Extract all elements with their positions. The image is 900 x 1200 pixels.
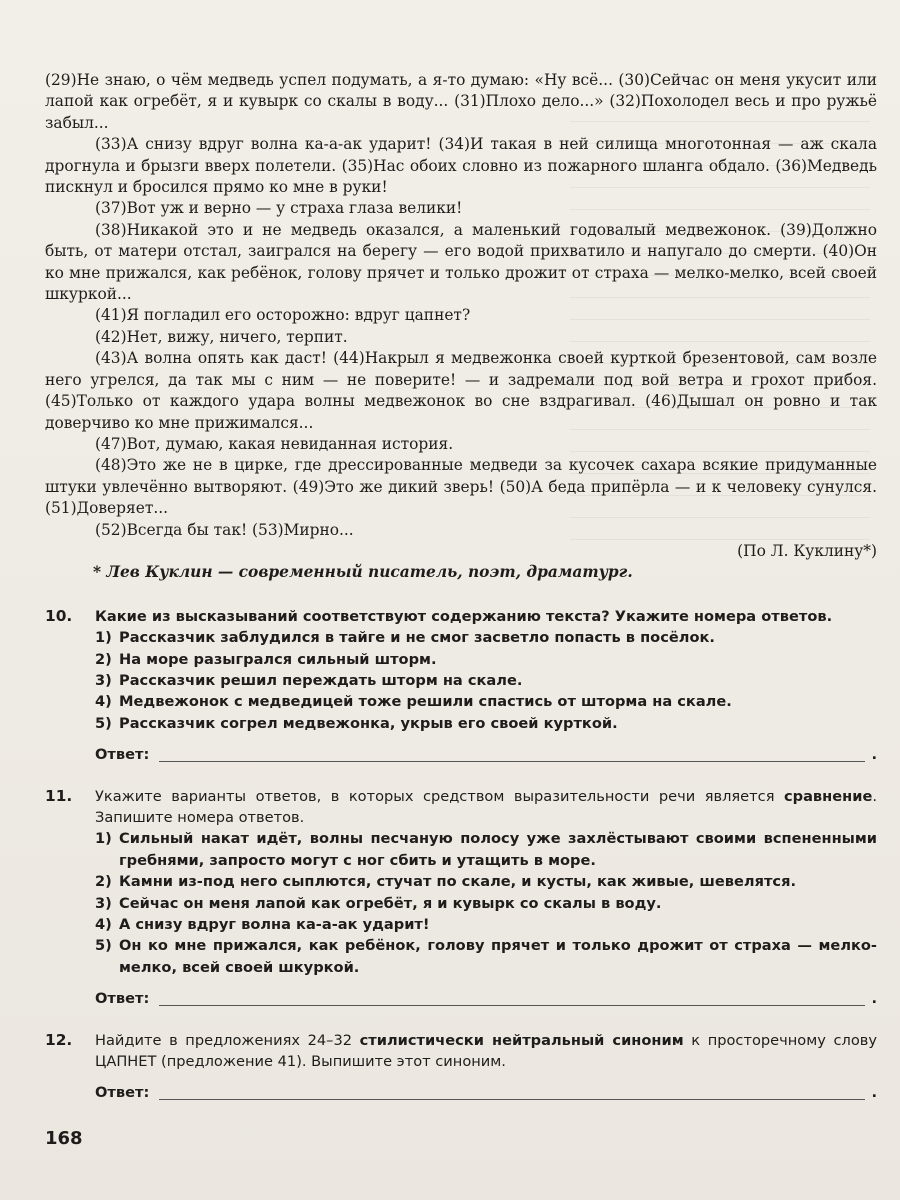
- text-paragraph: (48)Это же не в цирке, где дрессированные медведи за кусочек сахара всякие придуманные штуки увлечённо вытворяют. (49)Это же дикий зверь! (50)А беда припёрла — и к человеку сунулся. (51)Доверяет...: [45, 456, 877, 518]
- question-text: Какие из высказываний соответствуют содержанию текста? Укажите номера ответов.: [95, 607, 833, 625]
- answer-option: 4) Медвежонок с медведицей тоже решили спастись от шторма на скале.: [95, 693, 732, 711]
- text-paragraph: (42)Нет, вижу, ничего, терпит.: [95, 327, 348, 346]
- author-footnote: * Лев Куклин — современный писатель, поэт, драматург.: [93, 563, 633, 582]
- question-10: [45, 606, 877, 766]
- answer-option: 5) Он ко мне прижался, как ребёнок, голову прячет и только дрожит от страха — мелко-мелко, всей своей шкуркой.: [95, 937, 877, 976]
- text-paragraph: (43)А волна опять как даст! (44)Накрыл я медвежонка своей курткой брезентовой, сам возле него угрелся, да так мы с ним — не поверите! — и задремали под вой ветра и грохот прибоя. (45)Только от каждого удара волны медвежонок во сне вздрагивал. (46)Дышал он ровно и так доверчиво ко мне прижимался...: [45, 349, 877, 432]
- text-paragraph: (47)Вот, думаю, какая невиданная история.: [95, 434, 454, 453]
- answer-option: 3) Рассказчик решил переждать шторм на скале.: [95, 671, 523, 689]
- question-number: 12.: [45, 1030, 73, 1049]
- question-number: 11.: [45, 786, 73, 805]
- answer-label: Ответ:: [95, 1084, 150, 1102]
- text-paragraph: (38)Никакой это и не медведь оказался, а маленький годовалый медвежонок. (39)Должно быть, от матери отстал, заигрался на берегу — его водой прихватило и напугало до смерти. (40)Он ко мне прижался, как ребёнок, голову прячет и только дрожит от страха — мелко-мелко, всей своей шкуркой...: [45, 220, 877, 304]
- answer-line[interactable]: Ответ: .: [95, 744, 877, 765]
- answer-line[interactable]: Ответ: .: [95, 1082, 877, 1103]
- answer-label: Ответ:: [95, 746, 150, 764]
- page-number: 168: [45, 1128, 83, 1149]
- source-attribution: (По Л. Куклину*): [737, 541, 877, 560]
- answer-option: 4) А снизу вдруг волна ка-а-ак ударит!: [95, 916, 430, 934]
- answer-option: 3) Сейчас он меня лапой как огребёт, я и кувырк со скалы в воду.: [95, 894, 662, 912]
- answer-option: 1) Рассказчик заблудился в тайге и не смог засветло попасть в посёлок.: [95, 629, 715, 647]
- keyword: стилистически нейтральный синоним: [359, 1031, 684, 1049]
- keyword: сравнение: [783, 787, 873, 805]
- question-text: Найдите в предложениях 24–32 стилистически нейтральный синоним к просторечному слову ЦАПНЕТ (предложение 41). Выпишите этот синоним.: [95, 1031, 877, 1071]
- text-paragraph: (33)А снизу вдруг волна ка-а-ак ударит! (34)И такая в ней силища многотонная — аж скала дрогнула и брызги вверх полетели. (35)Нас обоих словно из пожарного шланга обдало. (36)Медведь пискнул и бросился прямо ко мне в руки!: [45, 135, 877, 197]
- text-paragraph: (52)Всегда бы так! (53)Мирно...: [95, 520, 354, 539]
- answer-label: Ответ:: [95, 990, 150, 1008]
- text-paragraph: (41)Я погладил его осторожно: вдруг цапнет?: [95, 306, 471, 325]
- answer-option: 5) Рассказчик согрел медвежонка, укрыв его своей курткой.: [95, 714, 618, 732]
- answer-blank[interactable]: [159, 760, 865, 762]
- question-11: [45, 786, 877, 1010]
- page-content: [45, 70, 877, 1104]
- question-number: 10.: [45, 606, 73, 625]
- text-paragraph: (37)Вот уж и верно — у страха глаза велики!: [95, 199, 463, 218]
- answer-blank[interactable]: [159, 1098, 865, 1100]
- answer-blank[interactable]: [159, 1004, 865, 1006]
- question-text: Укажите варианты ответов, в которых средством выразительности речи является сравнение. Запишите номера ответов.: [95, 787, 877, 826]
- answer-line[interactable]: Ответ: .: [95, 988, 877, 1009]
- answer-option: 2) На море разыгрался сильный шторм.: [95, 650, 437, 668]
- answer-option: 2) Камни из-под него сыплются, стучат по скале, и кусты, как живые, шевелятся.: [95, 873, 796, 891]
- answer-option: 1) Сильный накат идёт, волны песчаную полосу уже захлёстывают своими вспененными гребнями, запросто могут с ног сбить и утащить в море.: [95, 830, 877, 869]
- question-12: [45, 1030, 877, 1104]
- text-paragraph: (29)Не знаю, о чём медведь успел подумать, а я-то думаю: «Ну всё... (30)Сейчас он меня укусит или лапой как огребёт, я и кувырк со скалы в воду... (31)Плохо дело...» (32)Похолодел весь и про ружьё забыл...: [45, 71, 877, 132]
